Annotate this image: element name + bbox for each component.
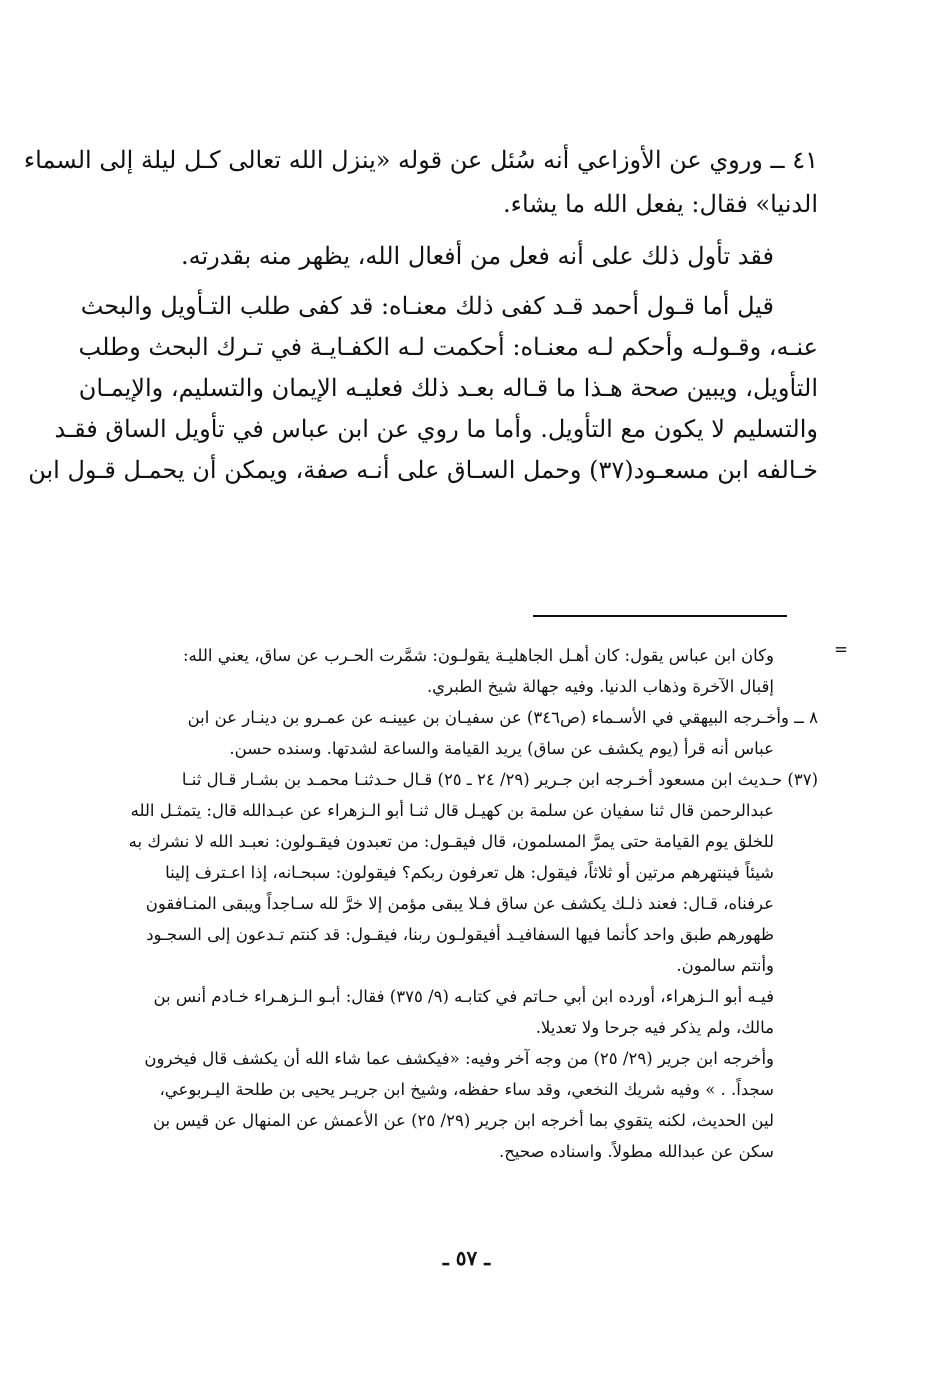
footnote-line: وأخرجه ابن جرير (٢٩/ ٢٥) من وجه آخر وفيه: «فيكشف عما شاء الله أن يكشف قال فيخرون bbox=[144, 1049, 774, 1068]
footnote-line: عبدالرحمن قال ثنا سفيان عن سلمة بن كهيـل قال ثنـا أبو الـزهراء عن عبـدالله قال: يتمثـل الله bbox=[130, 801, 774, 820]
paragraph-commentary bbox=[28, 286, 818, 491]
footnote-line: ٨ ــ وأخـرجه البيهقي في الأسـماء (ص٣٤٦) عن سفيـان بن عيينـه عن عمـرو بن دينـار عن ابن bbox=[187, 708, 818, 727]
footnote-line: سجداً. . » وفيه شريك النخعي، وقد ساء حفظه، وشيخ ابن جريـر يحيى بن طلحة اليـربوعي، bbox=[159, 1080, 774, 1099]
footnote-line: سكن عن عبدالله مطولاً. واسناده صحيح. bbox=[499, 1142, 774, 1161]
footnote-line: لين الحديث، لكنه يتقوي بما أخرجه ابن جرير (٢٩/ ٢٥) عن الأعمش عن المنهال عن قيس بن bbox=[152, 1111, 774, 1130]
footnote-line: مالك، ولم يذكر فيه جرحا ولا تعديلا. bbox=[535, 1018, 774, 1037]
footnote-line: إقبال الآخرة وذهاب الدنيا. وفيه جهالة شيخ الطبري. bbox=[426, 677, 774, 696]
footnote-item-8 bbox=[108, 702, 818, 764]
footnote-line: وكان ابن عباس يقول: كان أهـل الجاهليـة يقولـون: شمَّرت الحـرب عن ساق، يعني الله: bbox=[182, 646, 774, 665]
footnote-line: فيـه أبو الـزهراء، أورده ابن أبي حـاتم في كتابـه (٩/ ٣٧٥) فقال: أبـو الـزهـراء خـادم أنس بن bbox=[153, 987, 774, 1006]
text-line: قيل أما قـول أحمد قـد كفى ذلك معنـاه: قد كفى طلب التـأويل والبحث bbox=[80, 292, 774, 320]
page-number: ـ ٥٧ ـ bbox=[442, 1246, 491, 1270]
text-line: ٤١ ــ وروي عن الأوزاعي أنه سُئل عن قوله «ينزل الله تعالى كـل ليلة إلى السماء bbox=[23, 146, 818, 174]
paragraph-41 bbox=[23, 138, 818, 226]
text-line: التأويل، ويبين صحة هـذا ما قـاله بعـد ذلك فعليـه الإيمان والتسليم، والإيمـان bbox=[78, 374, 818, 402]
footnote-line: شيئاً فينتهرهم مرتين أو ثلاثاً، فيقول: هل تعرفون ربكم؟ فيقولون: سبحـانه، إذا اعـترف إلينا bbox=[165, 863, 774, 882]
footnote-separator bbox=[533, 615, 787, 617]
footnote-line: عرفناه، قـال: فعند ذلـك يكشف عن ساق فـلا يبقى مؤمن إلا خرَّ لله سـاجداً ويبقى المنـافقون bbox=[145, 894, 774, 913]
footnote-continuation bbox=[108, 640, 848, 702]
footnotes bbox=[108, 640, 848, 1167]
text-line: فقد تأول ذلك على أنه فعل من أفعال الله، يظهر منه بقدرته. bbox=[180, 242, 774, 270]
text-line: والتسليم لا يكون مع التأويل. وأما ما روي عن ابن عباس في تأويل الساق فقـد bbox=[54, 415, 818, 443]
footnote-line: للخلق يوم القيامة حتى يمرَّ المسلمون، قال فيقـول: من تعبدون فيقـولون: نعبـد الله لا نشرك به bbox=[128, 832, 774, 851]
footnote-ibn-jarir bbox=[108, 1043, 818, 1167]
paragraph-interpretation bbox=[108, 234, 818, 278]
footnote-abu-zahra bbox=[108, 981, 818, 1043]
footnote-37 bbox=[108, 764, 818, 981]
text-line: الدنيا» فقال: يفعل الله ما يشاء. bbox=[503, 190, 818, 218]
footnote-line: (٣٧) حـديث ابن مسعود أخـرجه ابن جـرير (٢٩/ ٢٤ ـ ٢٥) قـال حـدثنـا محمـد بن بشـار قـال ثنـا bbox=[181, 770, 818, 789]
footnote-line: عباس أنه قرأ (يوم يكشف عن ساق) يريد القيامة والساعة لشدتها. وسنده حسن. bbox=[229, 739, 774, 758]
text-line: خـالفه ابن مسعـود(٣٧) وحمل السـاق على أنـه صفة، ويمكن أن يحمـل قـول ابن bbox=[28, 456, 818, 484]
footnote-line: وأنتم سالمون. bbox=[676, 956, 774, 975]
continuation-marker: = bbox=[834, 640, 848, 659]
text-line: عنـه، وقـولـه وأحكم لـه معنـاه: أحكمت لـه الكفـايـة في تـرك البحث وطلب bbox=[78, 333, 818, 361]
footnote-line: ظهورهم طبق واحد كأنما فيها السفافيـد أفيقولـون ربنا، فيقـول: قد كنتم تـدعون إلى السجـود bbox=[146, 925, 774, 944]
